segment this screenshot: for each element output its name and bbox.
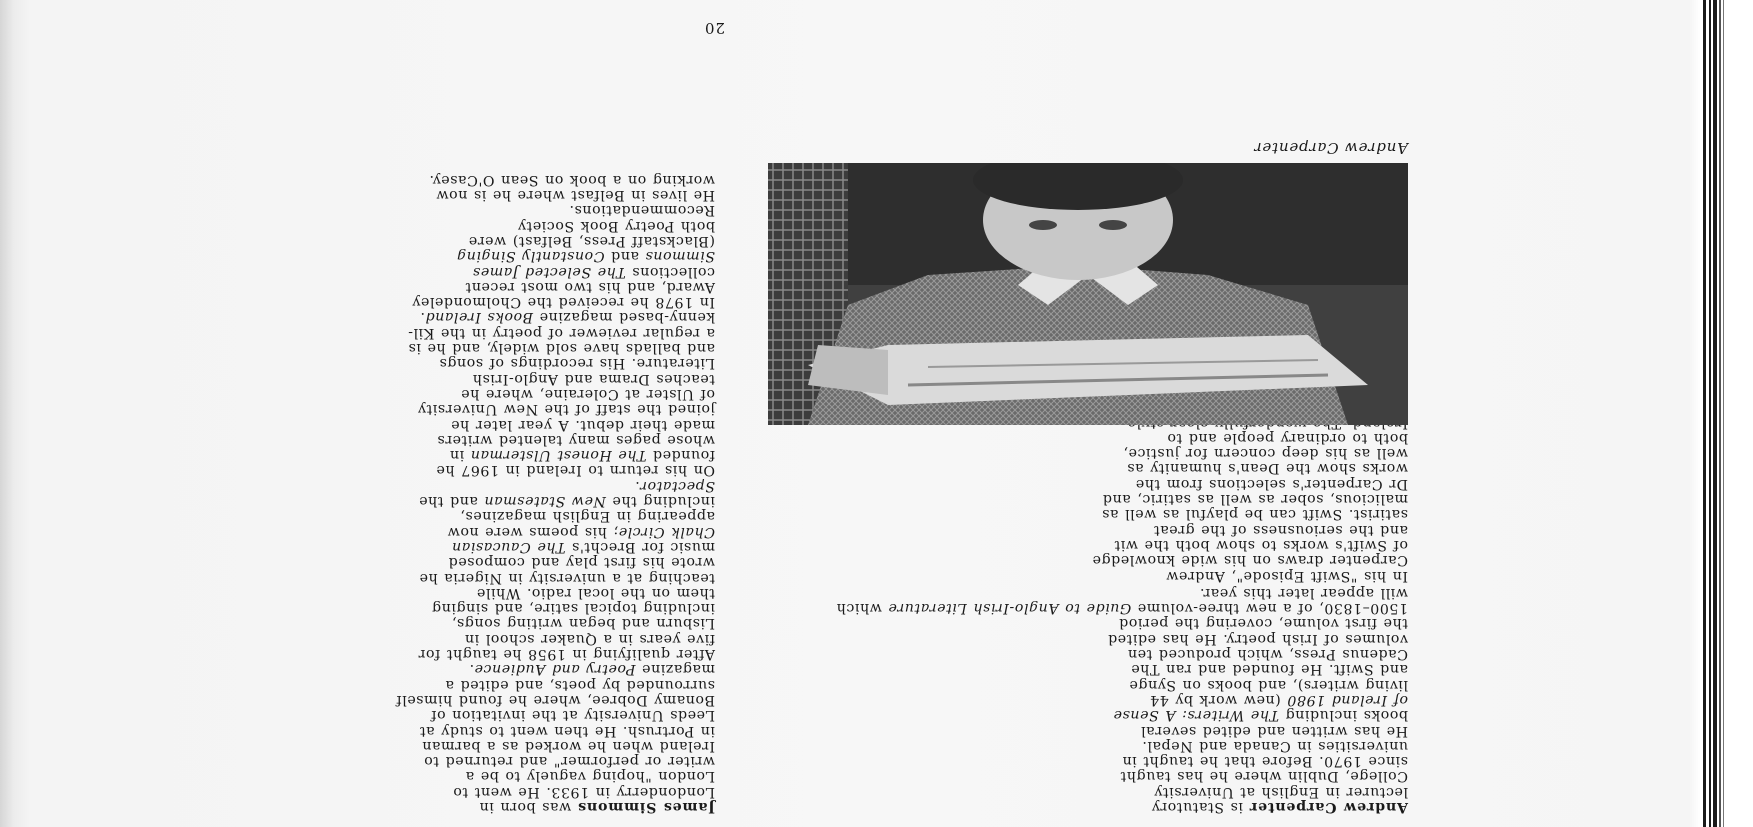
simmons-play-title: The Caucasian Chalk Circle	[451, 523, 715, 555]
carpenter-book-title: Guide to Anglo-Irish Literature	[887, 600, 1132, 617]
simmons-bio-column	[25, 172, 715, 814]
simmons-book-title: Constantly Singing	[456, 248, 605, 265]
portrait-photo-image	[768, 163, 1408, 425]
simmons-name: James Simmons	[577, 799, 715, 815]
simmons-text: and	[604, 248, 646, 265]
photo-caption: Andrew Carpenter	[1253, 139, 1408, 157]
simmons-paragraph-4: He lives in Belfast where he is now working on a book on Sean O'Casey.	[428, 171, 715, 204]
carpenter-book-title: The Writers: A Sense of Ireland 1980	[1113, 691, 1408, 724]
simmons-paragraph-1	[25, 477, 715, 814]
carpenter-text: is Statutory lecturer in English at University College, Dublin where he has taught since 1970. Before that he taught in universities in Canada and Nepal. He has written and edited several books including	[1120, 707, 1408, 815]
simmons-text: (Blackstaff Press, Belfast) were both Poetry Book Society Recommendations.	[468, 202, 715, 250]
simmons-magazine-title: Poetry and Audience	[474, 661, 636, 678]
carpenter-text: (new work by 44 living writers), and books on Synge and Swift. He founded and ran The Cadenus Press, which produced ten volumes of Irish poetry. He has edited the first volume, covering the period 1500–1830, of a new three-volume	[1107, 600, 1408, 708]
simmons-paragraph-3	[25, 202, 715, 309]
simmons-paragraph-2	[25, 309, 715, 477]
simmons-magazine-title: Spectator	[639, 477, 715, 494]
simmons-text: .	[634, 477, 640, 494]
simmons-text: In 1978 he received the Cholmondeley Award, and his two most recent collections	[411, 263, 715, 311]
carpenter-name: Andrew Carpenter	[1249, 799, 1408, 815]
carpenter-paragraph-2: In his "Swift Episode", Andrew Carpenter draws on his wide knowledge of Swift's works to show both the wit and the seriousness of the great satirist. Swift can be playful as well as malicious, sober as well as satiric, and Dr Carpenter's selections from the works show the Dean's humanity as well as his deep concern for justice, both to ordinary people and to	[1092, 429, 1408, 584]
carpenter-text: which will appear later this year.	[836, 584, 1408, 617]
carpenter-paragraph-1	[758, 585, 1408, 814]
simmons-book-title: The Selected James Simmons	[472, 248, 715, 280]
simmons-text: and the	[418, 493, 478, 510]
simmons-text: .	[419, 309, 425, 326]
portrait-photo	[768, 163, 1408, 425]
simmons-text: On his return to Ireland in 1967 he founded	[435, 447, 715, 479]
simmons-magazine-title: Books Ireland	[425, 309, 534, 326]
simmons-text: ; his poems were now appearing in English magazines, including the	[447, 493, 715, 540]
simmons-text: in whose pages many talented writers made their debut. A year later he joined the staff of the New University of Ulster at Coleraine, where he teaches Drama and Anglo-Irish Literature. His recordings of songs and ballads have sold widely, and he is a regular reviewer of poetry in the Kil- kenny-based magazine	[407, 309, 715, 464]
simmons-magazine-title: The Honest Ulsterman	[470, 447, 647, 464]
page-number: 20	[703, 19, 725, 37]
simmons-magazine-title: New Statesman	[483, 493, 606, 510]
simmons-text: was born in Londonderry in 1933. He went to London "hoping vaguely to be a writer or performer" and returned to Ireland when he worked as a barman in Portrush. He then went to study at Leeds University at the invitation of Bonamy Dobree, where he found himself surrounded by poets, and edited a magazine	[395, 661, 715, 815]
simmons-text: . After qualifying in 1958 he taught for five years in a Quaker school in Lisburn and began writing songs, including topical satire, and singing them on the local radio. While teaching at a university in Nigeria he wrote his first play and composed music for Brecht's	[418, 538, 715, 678]
